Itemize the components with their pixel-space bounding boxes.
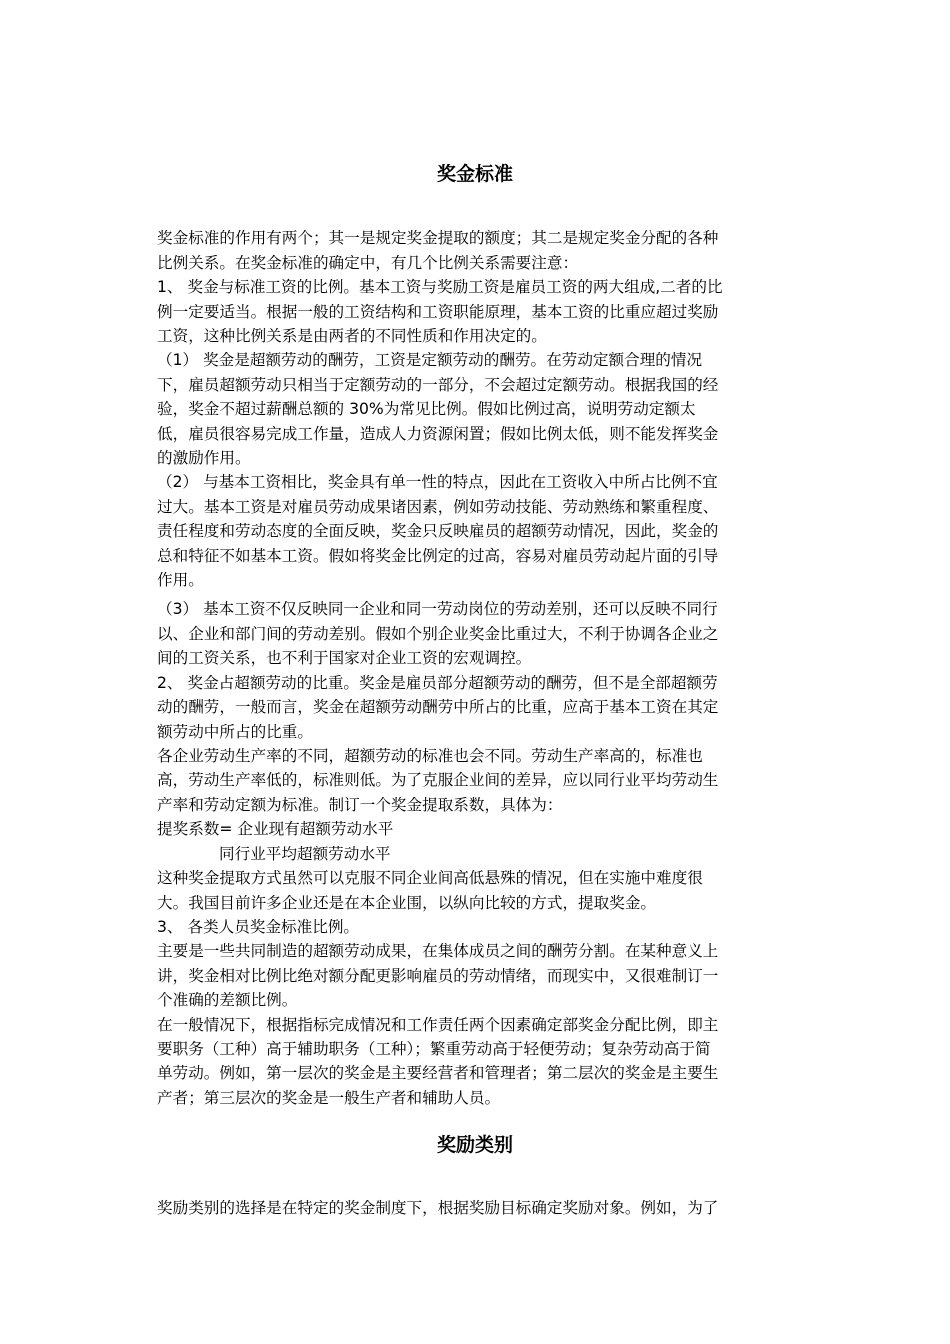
paragraph-line: （1） 奖金是超额劳动的酬劳，工资是定额劳动的酬劳。在劳动定额合理的情况: [157, 351, 703, 369]
paragraph-line: 例一定要适当。根据一般的工资结构和工资职能原理，基本工资的比重应超过奖励: [157, 303, 719, 321]
section-title-reward-categories: 奖励类别: [436, 1134, 513, 1156]
paragraph-line: 高，劳动生产率低的，标准则低。为了克服企业间的差异，应以同行业平均劳动生: [157, 771, 719, 789]
paragraph-line: 各企业劳动生产率的不同，超额劳动的标准也会不同。劳动生产率高的，标准也: [157, 747, 703, 765]
paragraph-line: 额劳动中所占的比重。: [157, 723, 313, 741]
paragraph-line: 以、企业和部门间的劳动差别。假如个别企业奖金比重过大，不利于协调各企业之: [157, 625, 719, 643]
paragraph-line: 低，雇员很容易完成工作量，造成人力资源闲置；假如比例太低，则不能发挥奖金: [157, 425, 719, 443]
paragraph-line: 大。我国目前许多企业还是在本企业围，以纵向比较的方式，提取奖金。: [157, 894, 657, 912]
paragraph-line: （3） 基本工资不仅反映同一企业和同一劳动岗位的劳动差别，还可以反映不同行: [157, 600, 718, 618]
paragraph-line: 3、 各类人员奖金标准比例。: [157, 918, 360, 936]
paragraph-line: （2） 与基本工资相比，奖金具有单一性的特点，因此在工资收入中所占比例不宜: [157, 473, 718, 491]
paragraph-line: 下，雇员超额劳动只相当于定额劳动的一部分，不会超过定额劳动。根据我国的经: [157, 376, 719, 394]
paragraph-line: 过大。基本工资是对雇员劳动成果诸因素，例如劳动技能、劳动熟练和繁重程度、: [157, 498, 719, 516]
paragraph-line: 责任程度和劳动态度的全面反映，奖金只反映雇员的超额劳动情况，因此，奖金的: [157, 522, 719, 540]
paragraph-line: 动的酬劳，一般而言，奖金在超额劳动酬劳中所占的比重，应高于基本工资在其定: [157, 698, 719, 716]
paragraph-line: 间的工资关系，也不利于国家对企业工资的宏观调控。: [157, 649, 532, 667]
paragraph-line: 讲，奖金相对比例比绝对额分配更影响雇员的劳动情绪，而现实中，又很难制订一: [157, 967, 719, 985]
paragraph-line: 产率和劳动定额为标准。制订一个奖金提取系数，具体为：: [157, 796, 563, 814]
paragraph-line: 验，奖金不超过薪酬总额的 30%为常见比例。假如比例过高，说明劳动定额太: [157, 400, 696, 418]
formula-denominator-line: 同行业平均超额劳动水平: [219, 845, 391, 863]
paragraph-line: 主要是一些共同制造的超额劳动成果，在集体成员之间的酬劳分割。在某种意义上: [157, 942, 719, 960]
paragraph-line: 作用。: [157, 571, 204, 589]
paragraph-line: 的激励作用。: [157, 449, 251, 467]
paragraph-line: 产者；第三层次的奖金是一般生产者和辅助人员。: [157, 1089, 501, 1107]
paragraph-line: 在一般情况下，根据指标完成情况和工作责任两个因素确定部奖金分配比例，即主: [157, 1016, 719, 1034]
paragraph-line: 比例关系。在奖金标准的确定中，有几个比例关系需要注意：: [157, 254, 579, 272]
paragraph-line: 奖励类别的选择是在特定的奖金制度下，根据奖励目标确定奖励对象。例如，为了: [157, 1199, 719, 1217]
paragraph-line: 要职务（工种）高于辅助职务（工种）；繁重劳动高于轻便劳动；复杂劳动高于简: [157, 1040, 711, 1058]
paragraph-line: 2、 奖金占超额劳动的比重。奖金是雇员部分超额劳动的酬劳，但不是全部超额劳: [157, 674, 718, 692]
paragraph-line: 个准确的差额比例。: [157, 991, 298, 1009]
paragraph-line: 奖金标准的作用有两个；其一是规定奖金提取的额度；其二是规定奖金分配的各种: [157, 229, 719, 247]
paragraph-line: 总和特征不如基本工资。假如将奖金比例定的过高，容易对雇员劳动起片面的引导: [157, 547, 719, 565]
formula-numerator-line: 提奖系数= 企业现有超额劳动水平: [157, 820, 394, 838]
section-title-bonus-standard: 奖金标准: [436, 163, 513, 185]
paragraph-line: 1、 奖金与标准工资的比例。基本工资与奖励工资是雇员工资的两大组成,二者的比: [157, 278, 723, 296]
paragraph-line: 单劳动。例如，第一层次的奖金是主要经营者和管理者；第二层次的奖金是主要生: [157, 1064, 719, 1082]
paragraph-line: 工资，这种比例关系是由两者的不同性质和作用决定的。: [157, 327, 547, 345]
paragraph-line: 这种奖金提取方式虽然可以克服不同企业间高低悬殊的情况，但在实施中难度很: [157, 869, 703, 887]
